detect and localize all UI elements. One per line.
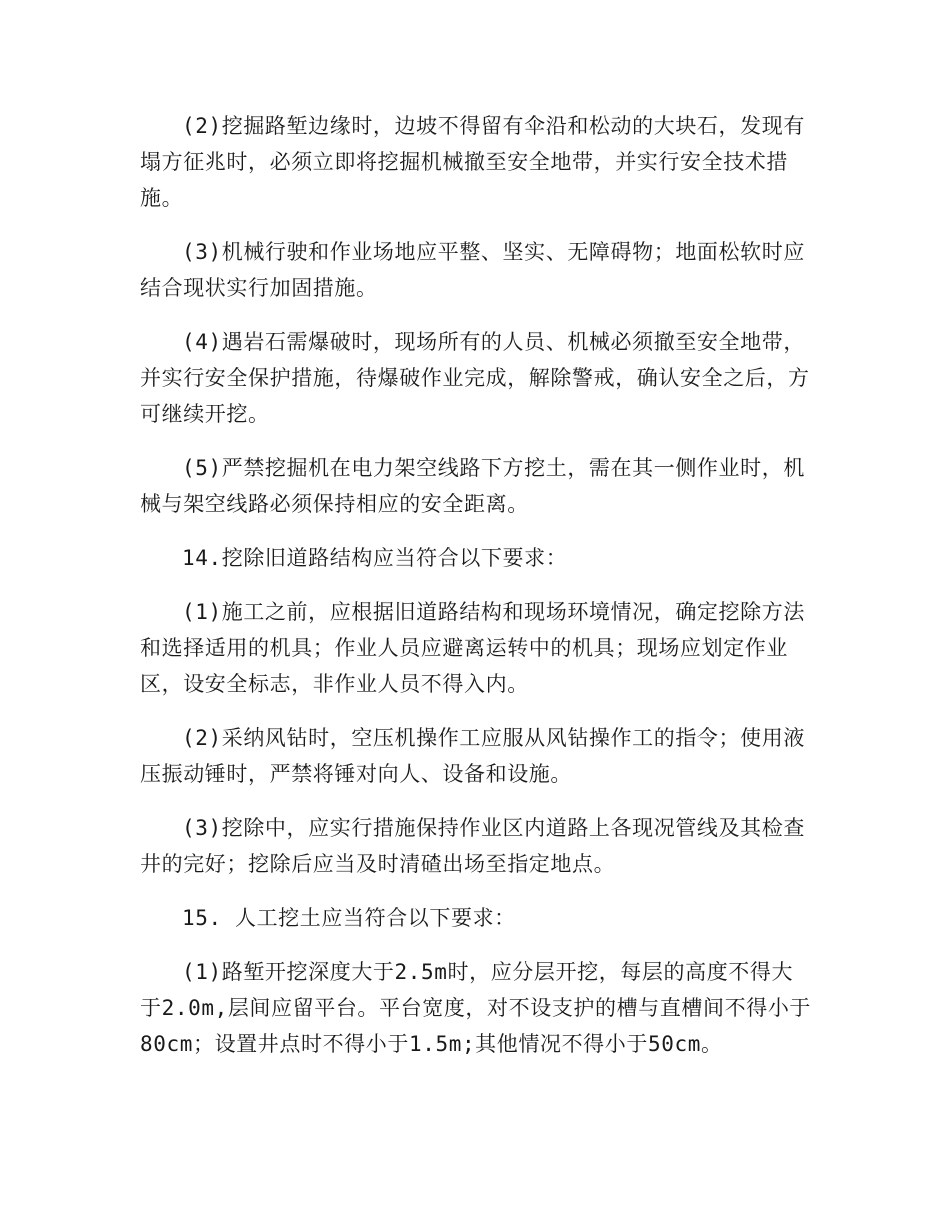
paragraph-item-4: (4)遇岩石需爆破时，现场所有的人员、机械必须撤至安全地带，并实行安全保护措施，待爆破作业完成，解除警戒，确认安全之后，方可继续开挖。 — [140, 330, 810, 426]
paragraph-item-3: (3)机械行驶和作业场地应平整、坚实、无障碍物；地面松软时应结合现状实行加固措施。 — [140, 240, 805, 300]
section-heading-14: 14.挖除旧道路结构应当符合以下要求： — [182, 546, 568, 570]
paragraph-item-2: (2)挖掘路堑边缘时，边坡不得留有伞沿和松动的大块石，发现有塌方征兆时，必须立即将挖掘机械撤至安全地带，并实行安全技术措施。 — [140, 114, 805, 210]
paragraph-15-item-1: (1)路堑开挖深度大于2.5m时，应分层开挖，每层的高度不得大于2.0m,层间应留平台。平台宽度，对不设支护的槽与直槽间不得小于80cm；设置井点时不得小于1.5m;其他情况不得小于50cm。 — [140, 960, 812, 1056]
paragraph-14-item-2: (2)采纳风钻时，空压机操作工应服从风钻操作工的指令；使用液压振动锤时，严禁将锤对向人、设备和设施。 — [140, 726, 805, 786]
paragraph-14-item-3: (3)挖除中，应实行措施保持作业区内道路上各现况管线及其检查井的完好；挖除后应当及时清碴出场至指定地点。 — [140, 816, 805, 876]
document-body — [140, 108, 812, 1080]
paragraph-item-5: (5)严禁挖掘机在电力架空线路下方挖土，需在其一侧作业时，机械与架空线路必须保持相应的安全距离。 — [140, 456, 805, 516]
paragraph-14-item-1: (1)施工之前，应根据旧道路结构和现场环境情况，确定挖除方法和选择适用的机具；作业人员应避离运转中的机具；现场应划定作业区，设安全标志，非作业人员不得入内。 — [140, 600, 805, 696]
section-heading-15: 15. 人工挖土应当符合以下要求： — [182, 906, 516, 930]
